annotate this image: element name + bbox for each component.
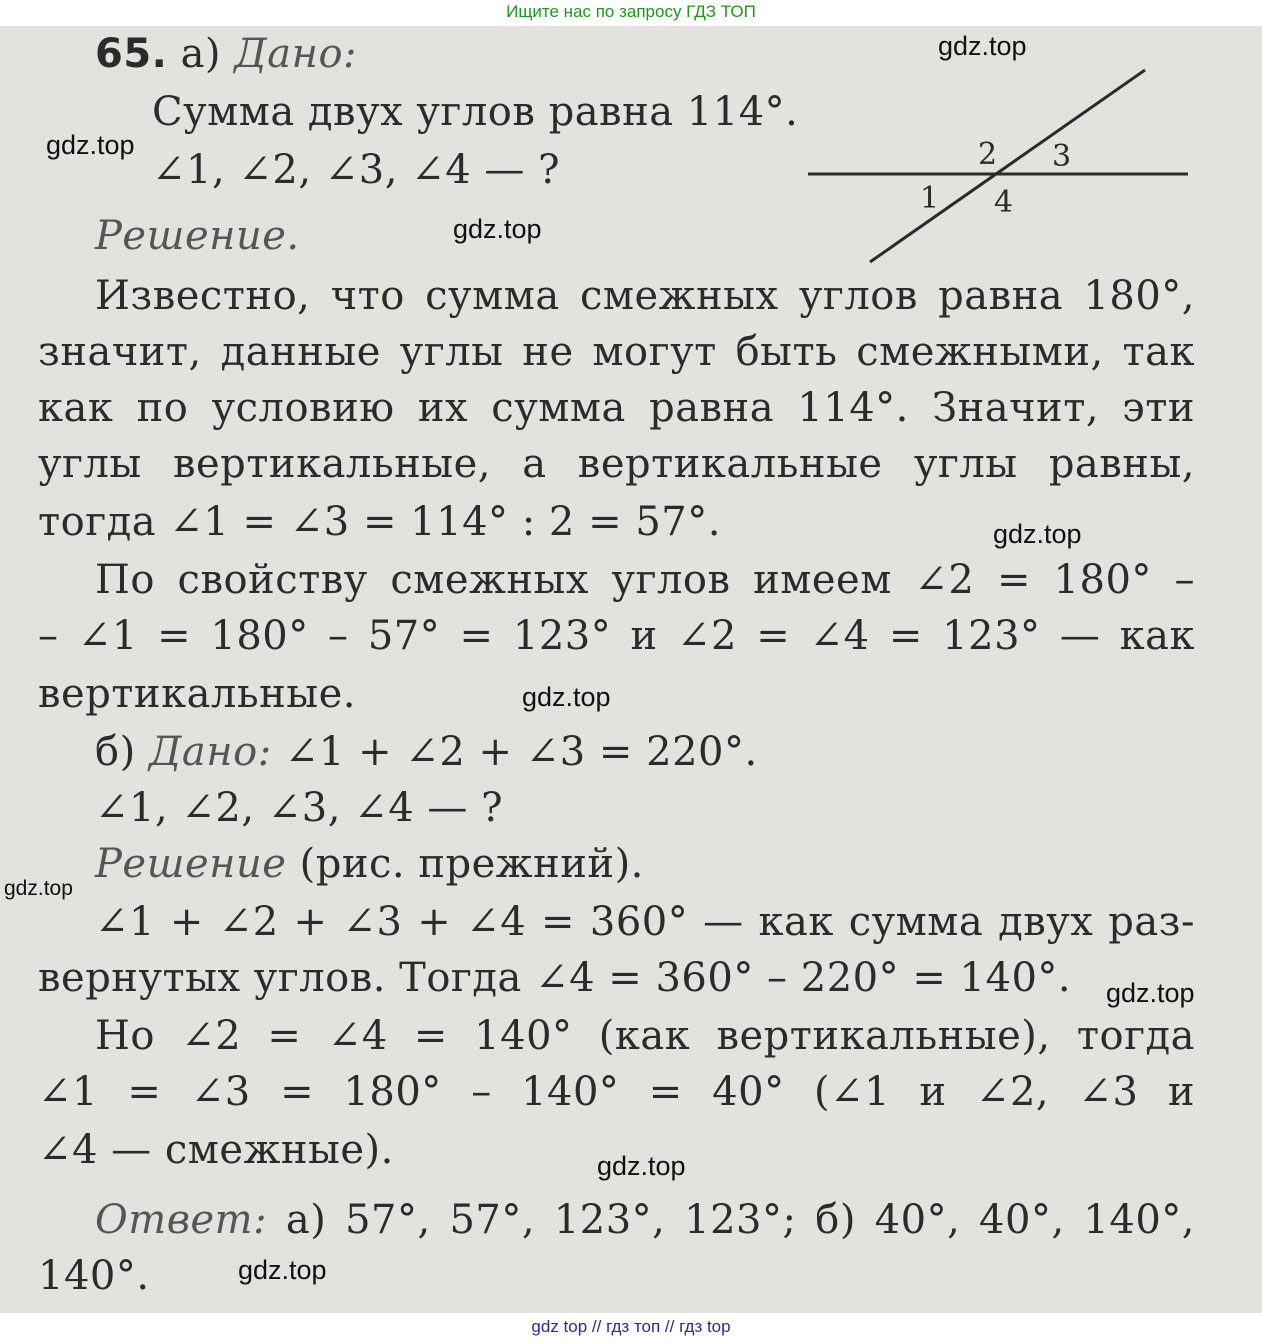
solution-a-line-6: По свойству смежных углов имеем ∠2 = 180° – — [95, 557, 1195, 603]
question-b: ∠1, ∠2, ∠3, ∠4 — ? — [95, 785, 504, 831]
answer-word: Ответ: — [95, 1197, 268, 1243]
angle-label-4: 4 — [994, 185, 1014, 220]
given-text-a: Сумма двух углов равна 114°. — [152, 89, 799, 135]
solution-a-line-7: – ∠1 = 180° – 57° = 123° и ∠2 = ∠4 = 123° — как — [38, 613, 1195, 659]
given-line-b — [95, 728, 758, 776]
solution-a-line-4: углы вертикальные, а вертикальные углы равны, — [38, 441, 1195, 487]
slanted-line — [870, 70, 1145, 262]
solution-a-line-5: тогда ∠1 = ∠3 = 114° : 2 = 57°. — [38, 499, 721, 545]
question-a: ∠1, ∠2, ∠3, ∠4 — ? — [152, 147, 561, 193]
given-text-b: ∠1 + ∠2 + ∠3 = 220°. — [284, 729, 758, 775]
part-a-label: а) — [180, 31, 222, 77]
solution-a-line-8: вертикальные. — [38, 671, 357, 717]
watermark: gdz.top — [522, 682, 611, 712]
answer-tail: 140°. — [38, 1253, 150, 1299]
problem-number: 65. — [95, 31, 168, 77]
solution-b-line-2: вернутых углов. Тогда ∠4 = 360° – 220° = 140°. — [38, 955, 1072, 1001]
watermark: gdz.top — [46, 130, 135, 160]
angle-label-3: 3 — [1052, 139, 1072, 174]
top-banner[interactable]: Ищите нас по запросу ГДЗ ТОП — [506, 2, 756, 21]
solution-a-line-2: значит, данные углы не могут быть смежными, так — [38, 329, 1195, 375]
solution-a-line-3: как по условию их сумма равна 114°. Значит, эти — [38, 385, 1195, 431]
intersecting-lines-figure — [800, 62, 1200, 272]
watermark: gdz.top — [4, 877, 73, 900]
given-word-a: Дано: — [234, 31, 358, 77]
part-b-label: б) — [95, 729, 136, 775]
solution-b-line-4: ∠1 = ∠3 = 180° – 140° = 40° (∠1 и ∠2, ∠3 и — [38, 1069, 1195, 1115]
textbook-page — [0, 26, 1262, 1313]
bottom-banner[interactable]: gdz top // гдз топ // гдз top — [531, 1317, 731, 1336]
answer-text: а) 57°, 57°, 123°, 123°; б) 40°, 40°, 140°, — [285, 1197, 1195, 1243]
given-word-b: Дано: — [148, 729, 272, 775]
watermark: gdz.top — [1106, 978, 1195, 1008]
problem-heading — [95, 30, 357, 78]
watermark: gdz.top — [453, 214, 542, 244]
watermark: gdz.top — [238, 1255, 327, 1285]
angle-label-1: 1 — [920, 181, 940, 216]
watermark: gdz.top — [597, 1151, 686, 1181]
answer-line — [95, 1196, 1195, 1244]
solution-heading-b — [95, 840, 644, 888]
solution-b-line-5: ∠4 — смежные). — [38, 1127, 394, 1173]
angle-label-2: 2 — [978, 137, 998, 172]
watermark: gdz.top — [993, 519, 1082, 549]
solution-word-b: Решение — [95, 841, 287, 887]
solution-word-a: Решение. — [95, 213, 300, 259]
solution-b-line-3: Но ∠2 = ∠4 = 140° (как вертикальные), тогда — [95, 1013, 1195, 1059]
watermark: gdz.top — [938, 31, 1027, 61]
solution-note-b: (рис. прежний). — [299, 841, 644, 887]
solution-a-line-1: Известно, что сумма смежных углов равна 180°, — [95, 273, 1195, 319]
solution-b-line-1: ∠1 + ∠2 + ∠3 + ∠4 = 360° — как сумма двух раз- — [95, 899, 1195, 945]
